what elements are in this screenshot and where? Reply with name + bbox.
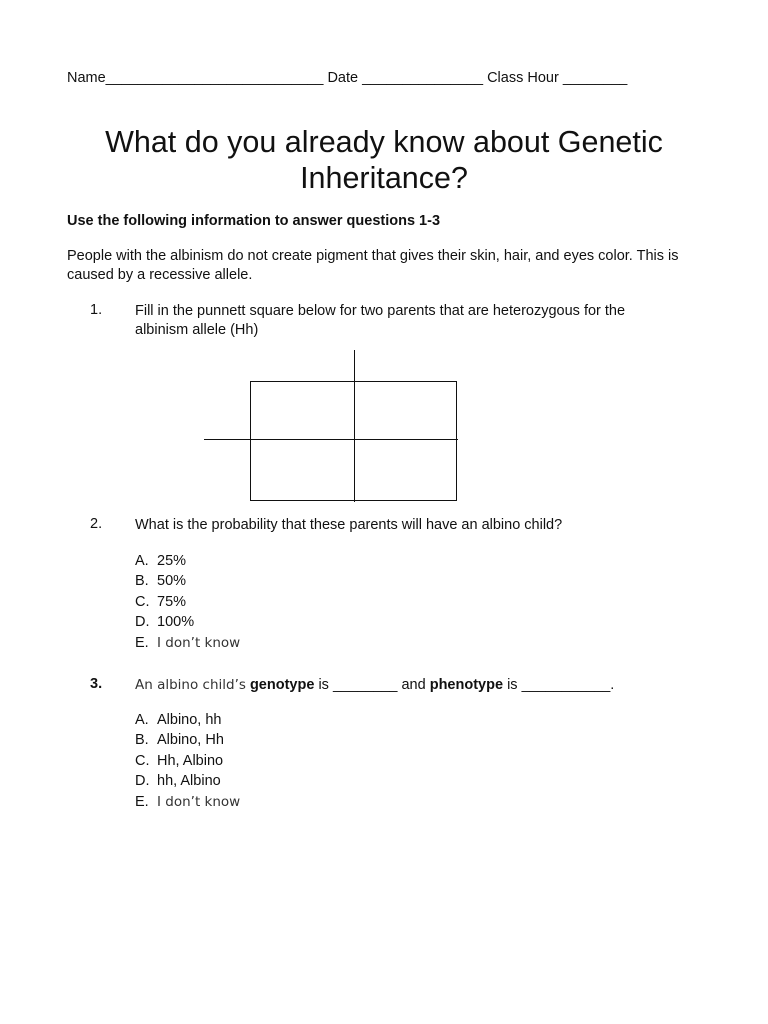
punnett-cell-bottom-left[interactable]	[251, 440, 355, 502]
question-3-number: 3.	[90, 676, 103, 692]
question-3-mid: is ________ and	[318, 677, 426, 693]
header-fields-line: Name___________________________ Date _______________ Class Hour ________	[67, 70, 628, 86]
question-1-text	[135, 302, 715, 340]
intro-paragraph: People with the albinism do not create pigment that gives their skin, hair, and eyes color. This is caused by a recessive allele.	[67, 248, 679, 283]
question-1-text-line-1: Fill in the punnett square below for two parents that are heterozygous for the	[135, 303, 626, 319]
question-1-text-line-2: albinism allele (Hh)	[135, 322, 259, 338]
question-2-option-b[interactable]: B. 50%	[135, 573, 187, 590]
question-2-text: What is the probability that these parents will have an albino child?	[135, 517, 563, 533]
question-2-option-a[interactable]: A. 25%	[135, 553, 187, 569]
question-3-option-a[interactable]: A. Albino, hh	[135, 712, 222, 728]
question-2-options	[135, 551, 240, 653]
question-3-option-b[interactable]: B. Albino, Hh	[135, 732, 224, 749]
question-3-options	[135, 710, 240, 812]
punnett-square	[250, 381, 457, 501]
page-title-line-1: What do you already know about Genetic	[105, 125, 663, 159]
question-2-option-d[interactable]: D. 100%	[135, 614, 195, 631]
question-3-option-e[interactable]: E. I don’t know	[135, 793, 241, 810]
page-title	[0, 124, 768, 196]
question-2-option-c[interactable]: C. 75%	[135, 593, 187, 610]
punnett-top-guide-line	[354, 350, 355, 381]
question-1-number: 1.	[90, 302, 103, 318]
question-3-option-c[interactable]: C. Hh, Albino	[135, 752, 224, 769]
punnett-left-guide-line	[204, 439, 250, 440]
instruction-heading: Use the following information to answer questions 1-3	[67, 213, 441, 229]
question-3-text	[135, 676, 735, 695]
page-title-line-2: Inheritance?	[300, 161, 468, 195]
question-3-prefix: An albino child’s	[135, 677, 246, 693]
question-3-option-d[interactable]: D. hh, Albino	[135, 773, 221, 790]
question-3-term-phenotype: phenotype	[429, 677, 504, 693]
punnett-cell-bottom-right[interactable]	[355, 440, 458, 502]
question-3-term-genotype: genotype	[249, 677, 315, 693]
punnett-cell-top-right[interactable]	[355, 382, 458, 440]
punnett-cell-top-left[interactable]	[251, 382, 355, 440]
question-2-number: 2.	[90, 516, 103, 532]
question-3-end: is ___________.	[507, 677, 615, 693]
question-2-option-e[interactable]: E. I don’t know	[135, 634, 241, 651]
